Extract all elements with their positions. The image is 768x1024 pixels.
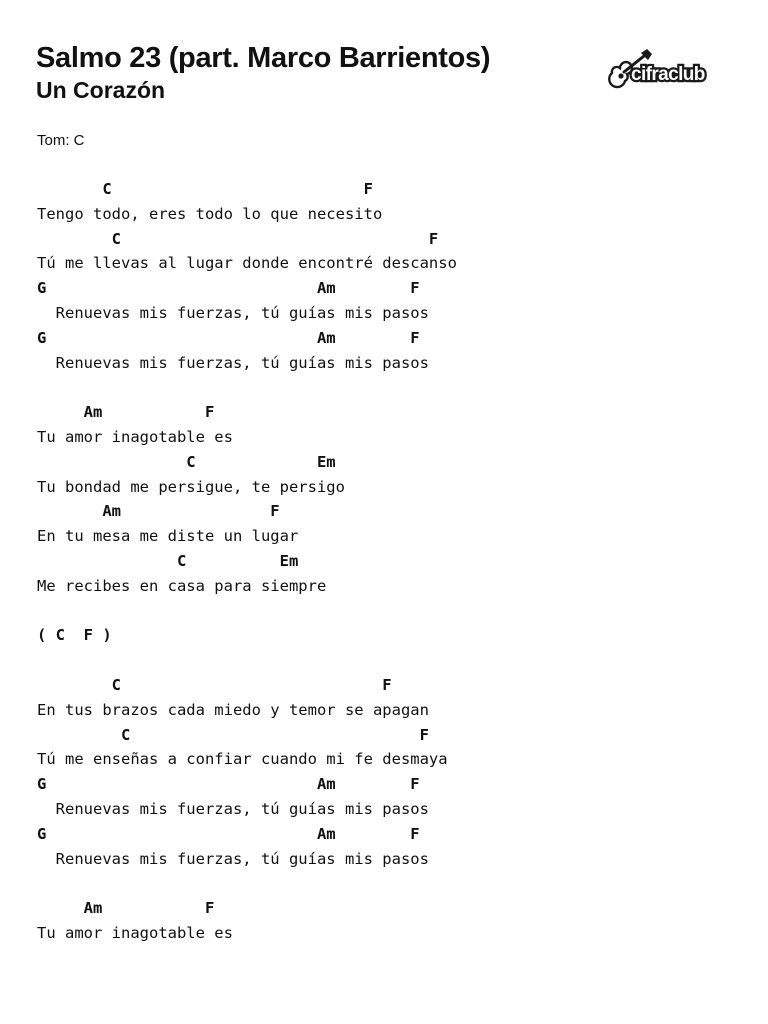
chord-line: C F: [37, 180, 373, 198]
blank-line: [37, 871, 737, 896]
chord-line: C F: [37, 725, 429, 744]
blank-line: [37, 375, 737, 400]
lyric-line: Tengo todo, eres todo lo que necesito: [37, 204, 383, 223]
blank-line: [37, 599, 737, 624]
lyric-line: En tu mesa me diste un lugar: [37, 527, 299, 546]
chord-line: C Em: [37, 551, 299, 570]
key-label: Tom: C: [37, 132, 85, 149]
lyric-line: Renuevas mis fuerzas, tú guías mis pasos: [37, 799, 429, 818]
lyric-line: Renuevas mis fuerzas, tú guías mis pasos: [37, 849, 429, 868]
song-title: Salmo 23 (part. Marco Barrientos): [36, 42, 491, 74]
cifraclub-logo: [606, 46, 720, 92]
chord-line: Am F: [37, 502, 280, 521]
lyric-line: En tus brazos cada miedo y temor se apagan: [37, 700, 429, 719]
chord-line: G Am F: [37, 775, 420, 794]
blank-line: [37, 648, 737, 673]
lyric-line: Tú me llevas al lugar donde encontré descanso: [37, 254, 457, 273]
lyric-line: Tu amor inagotable es: [37, 427, 233, 446]
lyric-line: Renuevas mis fuerzas, tú guías mis pasos: [37, 303, 429, 322]
chord-line: Am F: [37, 899, 215, 918]
chord-line: Am F: [37, 403, 215, 422]
lyric-line: Tu bondad me persigue, te persigo: [37, 477, 345, 496]
chord-line: C F: [37, 675, 392, 694]
lyric-line: Tu amor inagotable es: [37, 923, 233, 942]
lyric-line: Me recibes en casa para siempre: [37, 576, 327, 595]
chord-line: G Am F: [37, 824, 420, 843]
chord-line: G Am F: [37, 279, 420, 298]
lyric-line: Renuevas mis fuerzas, tú guías mis pasos: [37, 353, 429, 372]
song-header: [36, 40, 596, 104]
chord-line: C F: [37, 229, 439, 248]
logo-text: cifraclub: [631, 64, 705, 85]
chord-sheet: [37, 177, 737, 946]
lyric-line: Tú me enseñas a confiar cuando mi fe desmaya: [37, 750, 448, 769]
artist-name: Un Corazón: [36, 77, 166, 103]
chord-line: ( C F ): [37, 626, 112, 645]
chord-line: G Am F: [37, 328, 420, 347]
chord-line: C Em: [37, 452, 336, 471]
